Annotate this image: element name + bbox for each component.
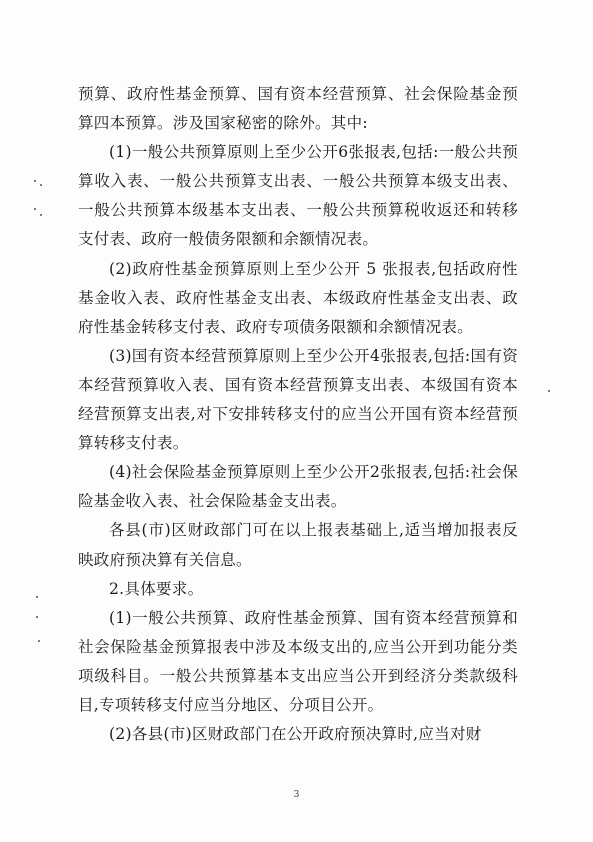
- paragraph-additional-tables: 各县(市)区财政部门可在以上报表基础上,适当增加报表反映政府预决算有关信息。: [78, 521, 518, 569]
- scan-speck: [34, 208, 36, 210]
- scan-speck: [36, 616, 38, 618]
- paragraph-requirement-1: (1)一般公共预算、政府性基金预算、国有资本经营预算和社会保险基金预算报表中涉及本级支出的,应当公开到功能分类项级科目。一般公共预算基本支出应当公开到经济分类款级科目,专项转移支付应当分地区、分项目公开。: [78, 608, 518, 714]
- scan-speck: [40, 184, 42, 186]
- page-number: 3: [293, 790, 300, 800]
- paragraph-continuation: 预算、政府性基金预算、国有资本经营预算、社会保险基金预算四本预算。涉及国家秘密的除外。其中:: [78, 85, 518, 133]
- scan-speck: [34, 180, 36, 182]
- scan-speck: [548, 390, 550, 392]
- scan-speck: [38, 640, 40, 642]
- body-text: [78, 80, 518, 749]
- section-heading-requirements: 2.具体要求。: [109, 579, 204, 598]
- paragraph-state-capital-budget: (3)国有资本经营预算原则上至少公开4张报表,包括:国有资本经营预算收入表、国有资本经营预算支出表、本级国有资本经营预算支出表,对下安排转移支付的应当公开国有资本经营预算转移支付表。: [78, 346, 518, 453]
- paragraph-social-insurance-budget: (4)社会保险基金预算原则上至少公开2张报表,包括:社会保险基金收入表、社会保险基金支出表。: [78, 463, 518, 511]
- paragraph-fund-budget: (2)政府性基金预算原则上至少公开 5 张报表,包括政府性基金收入表、政府性基金支出表、本级政府性基金支出表、政府性基金转移支付表、政府专项债务限额和余额情况表。: [78, 259, 518, 336]
- scan-speck: [40, 214, 42, 216]
- paragraph-general-budget: (1)一般公共预算原则上至少公开6张报表,包括:一般公共预算收入表、一般公共预算支出表、一般公共预算本级支出表、一般公共预算本级基本支出表、一般公共预算税收返还和转移支付表、政府一般债务限额和余额情况表。: [78, 143, 518, 249]
- paragraph-requirement-2: (2)各县(市)区财政部门在公开政府预决算时,应当对财: [109, 725, 482, 744]
- scan-speck: [36, 596, 38, 598]
